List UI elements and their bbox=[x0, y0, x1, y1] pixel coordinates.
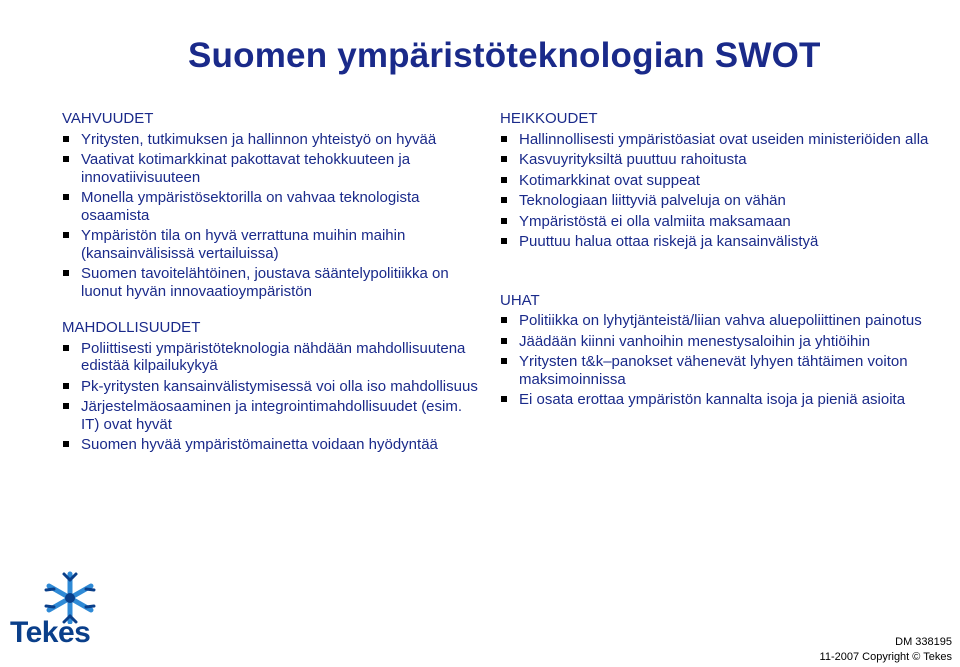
slide-title: Suomen ympäristöteknologian SWOT bbox=[188, 36, 821, 75]
threat-item: Politiikka on lyhytjänteistä/liian vahva aluepoliittinen painotus bbox=[500, 312, 930, 330]
logo-text: Tekes bbox=[10, 616, 91, 649]
bullet-icon bbox=[63, 403, 69, 409]
weakness-item: Teknologiaan liittyviä palveluja on vähän bbox=[500, 192, 930, 210]
weaknesses-heading: HEIKKOUDET bbox=[500, 110, 598, 127]
bullet-icon bbox=[63, 270, 69, 276]
threat-item: Yritysten t&k–panokset vähenevät lyhyen tähtäimen voiton maksimoinnissa bbox=[500, 353, 930, 388]
bullet-icon bbox=[63, 156, 69, 162]
bullet-icon bbox=[63, 136, 69, 142]
threat-item: Jäädään kiinni vanhoihin menestysaloihin ja yhtiöihin bbox=[500, 333, 930, 351]
strength-item: Monella ympäristösektorilla on vahvaa teknologista osaamista bbox=[62, 189, 482, 224]
weakness-item: Kotimarkkinat ovat suppeat bbox=[500, 172, 930, 190]
bullet-icon bbox=[501, 338, 507, 344]
bullet-icon bbox=[501, 218, 507, 224]
bullet-icon bbox=[501, 396, 507, 402]
bullet-icon bbox=[501, 317, 507, 323]
weakness-item: Puuttuu halua ottaa riskejä ja kansainvälistyä bbox=[500, 233, 930, 251]
threat-item: Ei osata erottaa ympäristön kannalta isoja ja pieniä asioita bbox=[500, 391, 930, 409]
opportunity-item: Järjestelmäosaaminen ja integrointimahdollisuudet (esim. IT) ovat hyvät bbox=[62, 398, 482, 433]
threats-heading: UHAT bbox=[500, 291, 540, 309]
strength-item: Suomen tavoitelähtöinen, joustava sääntelypolitiikka on luonut hyvän innovaatioympäristön bbox=[62, 265, 482, 300]
weakness-item: Ympäristöstä ei olla valmiita maksamaan bbox=[500, 213, 930, 231]
bullet-icon bbox=[63, 232, 69, 238]
right-column bbox=[500, 110, 930, 412]
tekes-logo bbox=[10, 568, 130, 652]
weakness-item: Hallinnollisesti ympäristöasiat ovat useiden ministeriöiden alla bbox=[500, 131, 930, 149]
bullet-icon bbox=[63, 345, 69, 351]
weakness-item: Kasvuyrityksiltä puuttuu rahoitusta bbox=[500, 151, 930, 169]
bullet-icon bbox=[501, 156, 507, 162]
opportunity-item: Suomen hyvää ympäristömainetta voidaan hyödyntää bbox=[62, 436, 482, 454]
bullet-icon bbox=[63, 441, 69, 447]
bullet-icon bbox=[501, 197, 507, 203]
bullet-icon bbox=[501, 177, 507, 183]
bullet-icon bbox=[63, 383, 69, 389]
opportunity-item: Pk-yritysten kansainvälistymisessä voi olla iso mahdollisuus bbox=[62, 378, 482, 396]
footer bbox=[820, 635, 952, 665]
strength-item: Vaativat kotimarkkinat pakottavat tehokkuuteen ja innovatiivisuuteen bbox=[62, 151, 482, 186]
copyright: 11-2007 Copyright © Tekes bbox=[819, 651, 952, 663]
opportunities-heading: MAHDOLLISUUDET bbox=[62, 319, 201, 336]
strength-item: Yritysten, tutkimuksen ja hallinnon yhteistyö on hyvää bbox=[62, 131, 482, 149]
strengths-heading: VAHVUUDET bbox=[62, 110, 154, 127]
bullet-icon bbox=[501, 136, 507, 142]
strength-item: Ympäristön tila on hyvä verrattuna muihin maihin (kansainvälisissä vertailuissa) bbox=[62, 227, 482, 262]
bullet-icon bbox=[501, 238, 507, 244]
opportunity-item: Poliittisesti ympäristöteknologia nähdään mahdollisuutena edistää kilpailukykyä bbox=[62, 340, 482, 375]
left-column bbox=[62, 110, 482, 457]
bullet-icon bbox=[501, 358, 507, 364]
document-id: DM 338195 bbox=[895, 636, 952, 648]
bullet-icon bbox=[63, 194, 69, 200]
